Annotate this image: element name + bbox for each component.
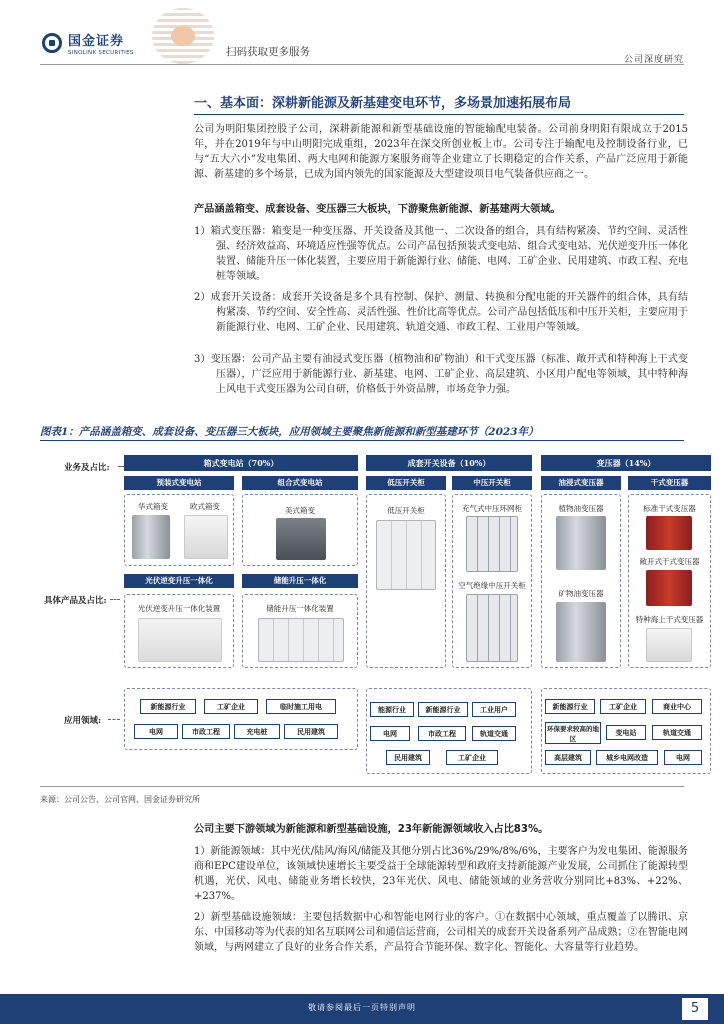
segment-box-substation: 箱式变电站（70%） <box>124 455 358 471</box>
app-tag: 轨道交通 <box>472 726 516 741</box>
caption-plant-oil: 植物油变压器 <box>558 504 604 513</box>
product-image-standard-dry <box>646 516 692 550</box>
app-tag: 市政工程 <box>418 726 466 741</box>
section-divider <box>194 114 684 115</box>
app-tag: 民用建筑 <box>386 750 430 765</box>
paragraph-item-4: 1）新能源领域：其中光伏/陆风/海风/储能及其他分别占比36%/29%/8%/6%，主要客户为发电集团、能源服务商和EPC建设单位，该领域快速增长主要受益于全球能源转型和政府支持新能源产业发展，公司抓住了能源转型机遇，光伏、风电、储能业务增长较快，23年光伏、风电、储能领域的业务营收分别同比+83%、+22%、+237%。 <box>194 846 688 902</box>
app-tag: 新能源行业 <box>140 699 196 714</box>
product-image-huashi <box>132 515 170 559</box>
application-panel-substation <box>124 688 358 750</box>
caption-oushi: 欧式箱变 <box>190 502 220 511</box>
app-tag: 充电桩 <box>234 724 280 739</box>
product-image-mineral-oil <box>556 602 606 662</box>
app-tag: 工矿企业 <box>600 699 646 714</box>
section-title: 一、基本面：深耕新能源及新基建变电环节，多场景加速拓展布局 <box>194 96 572 111</box>
app-tag: 变电站 <box>606 725 646 740</box>
app-tag: 工矿企业 <box>204 699 258 714</box>
app-tag: 高层建筑 <box>545 750 591 765</box>
product-image-air-insulated <box>466 594 518 662</box>
caption-open-dry: 敞开式干式变压器 <box>639 557 700 566</box>
app-tag: 轨道交通 <box>652 725 702 740</box>
figure-source: 来源：公司公告、公司官网、国金证券研究所 <box>40 795 200 804</box>
sub-combined-substation: 组合式变电站 <box>242 476 358 490</box>
caption-huashi: 华式箱变 <box>138 502 168 511</box>
product-image-gas-ring <box>466 516 518 572</box>
doc-type: 公司深度研究 <box>623 55 684 65</box>
figure-title: 图表1：产品涵盖箱变、成套设备、变压器三大板块，应用领域主要聚焦新能源和新型基建环节（2023年） <box>40 426 539 438</box>
paragraph-intro: 公司为明阳集团控股子公司，深耕新能源和新型基础设施的智能输配电装备。公司前身明阳有限成立于2015年，并在2019年与中山明阳完成重组，2023年在深交所创业板上市。公司专注于输配电及控制设备行业，已与“五大六小”发电集团、两大电网和能源方案服务商等企业建立了长期稳定的合作关系，产品广泛应用于新能源、新基建的多个场景，已成为国内领先的国家能源及大型建设项目电气装备供应商之一。 <box>194 124 688 180</box>
company-logo <box>42 30 134 56</box>
app-tag: 电网 <box>664 750 702 765</box>
app-tag: 商业中心 <box>652 699 702 714</box>
product-image-plant-oil <box>556 516 606 570</box>
caption-mineral-oil: 矿物油变压器 <box>558 589 604 598</box>
app-tag: 新能源行业 <box>545 699 595 714</box>
app-tag: 环保要求较高的地区 <box>545 722 601 744</box>
sub-dry-transformer: 干式变压器 <box>628 476 711 490</box>
figure-top-divider <box>40 440 684 441</box>
paragraph-item-3: 3）变压器：公司产品主要有油浸式变压器（植物油和矿物油）和干式变压器（标准、敞开式和特种海上干式变压器），广泛应用于新能源行业、新基建、电网、工矿企业、高层建筑、小区用户配电等领域，其中特种海上风电干式变压器为公司自研，价格低于外资品牌，市场竞争力强。 <box>194 354 688 395</box>
product-image-offshore-dry <box>646 628 692 662</box>
row-label-products: 具体产品及占比: <box>44 596 107 606</box>
row-label-business: 业务及占比: <box>64 463 110 473</box>
logo-cn: 国金证券 <box>68 34 125 49</box>
product-image-pv-device <box>138 618 222 662</box>
sub-low-voltage: 低压开关柜 <box>366 476 446 490</box>
sub-storage-boost: 储能升压一体化 <box>242 574 358 588</box>
paragraph-item-5: 2）新型基础设施领域：主要包括数据中心和智能电网行业的客户。①在数据中心领域，重点覆盖了以腾讯、京东、中国移动等为代表的知名互联网公司和通信运营商，公司相关的成套开关设备系列产品成熟；②在智能电网领域，与两网建立了良好的业务合作关系，产品符合节能环保、数字化、智能化、大容量等行业趋势。 <box>194 912 688 953</box>
caption-pv-device: 光伏逆变升压一体化装置 <box>137 604 221 613</box>
caption-low-voltage: 低压开关柜 <box>387 506 425 515</box>
page-number: 5 <box>682 998 708 1020</box>
product-image-oushi <box>184 515 228 559</box>
product-image-open-dry <box>646 570 692 606</box>
app-tag: 工矿企业 <box>446 750 498 765</box>
caption-offshore-dry: 特种海上干式变压器 <box>635 615 704 624</box>
app-tag: 电网 <box>370 726 410 741</box>
caption-storage-device: 储能升压一体化装置 <box>266 604 334 613</box>
qr-avatar-icon <box>171 26 195 46</box>
app-tag: 市政工程 <box>182 724 230 739</box>
caption-meishi: 美式箱变 <box>285 506 315 515</box>
product-image-meishi <box>276 518 326 560</box>
sub-medium-voltage: 中压开关柜 <box>452 476 532 490</box>
footer-disclaimer: 敬请参阅最后一页特别声明 <box>308 1003 416 1012</box>
app-tag: 新能源行业 <box>418 702 468 717</box>
caption-gas-ring: 充气式中压环网柜 <box>462 504 522 513</box>
paragraph-lead-2: 公司主要下游领域为新能源和新型基础设施，23年新能源领域收入占比83%。 <box>194 824 549 835</box>
logo-icon <box>42 33 62 53</box>
figure-bottom-divider <box>40 786 684 787</box>
caption-air-insulated: 空气绝缘中压开关柜 <box>458 581 526 590</box>
scan-text: 扫码获取更多服务 <box>226 46 310 58</box>
paragraph-item-2: 2）成套开关设备：成套开关设备是多个具有控制、保护、测量、转换和分配电能的开关器件的组合体，具有结构紧凑、节约空间、安全性高、灵活性强、性价比高等优点。公司产品包括低压和中压开关柜，主要应用于新能源行业、电网、工矿企业、民用建筑、轨道交通、市政工程、工业用户等领域。 <box>194 292 688 333</box>
paragraph-item-1: 1）箱式变压器：箱变是一种变压器、开关设备及其他一、二次设备的组合，具有结构紧凑、节约空间、灵活性强、经济效益高、环境适应性强等优点。公司产品包括预装式变电站、组合式变电站、光伏逆变升压一体化装置、储能升压一体化装置，主要应用于新能源行业、储能、电网、工矿企业、民用建筑、市政工程、充电桩等领域。 <box>194 226 688 282</box>
caption-standard-dry: 标准干式变压器 <box>643 504 696 513</box>
app-tag: 工业用户 <box>472 702 516 717</box>
product-image-low-voltage <box>376 520 436 590</box>
dash-connector <box>110 599 120 600</box>
sub-pv-inverter: 光伏逆变升压一体化 <box>124 574 234 588</box>
app-tag: 民用建筑 <box>284 724 338 739</box>
header-divider <box>40 64 684 65</box>
product-image-storage-device <box>258 618 344 662</box>
app-tag: 能源行业 <box>370 702 414 717</box>
app-tag: 电网 <box>134 724 178 739</box>
sub-oil-transformer: 油浸式变压器 <box>541 476 621 490</box>
app-tag: 城乡电网改造 <box>596 750 658 765</box>
segment-switchgear: 成套开关设备（10%） <box>366 455 532 471</box>
page-header <box>0 0 724 68</box>
segment-transformer: 变压器（14%） <box>541 455 711 471</box>
dash-connector <box>108 719 120 720</box>
app-tag: 临时施工用电 <box>266 699 336 714</box>
logo-en: SINOLINK SECURITIES <box>68 50 134 56</box>
row-label-applications: 应用领域: <box>64 716 102 726</box>
paragraph-lead-1: 产品涵盖箱变、成套设备、变压器三大板块，下游聚焦新能源、新基建两大领域。 <box>194 204 561 215</box>
sub-prefab-substation: 预装式变电站 <box>124 476 234 490</box>
